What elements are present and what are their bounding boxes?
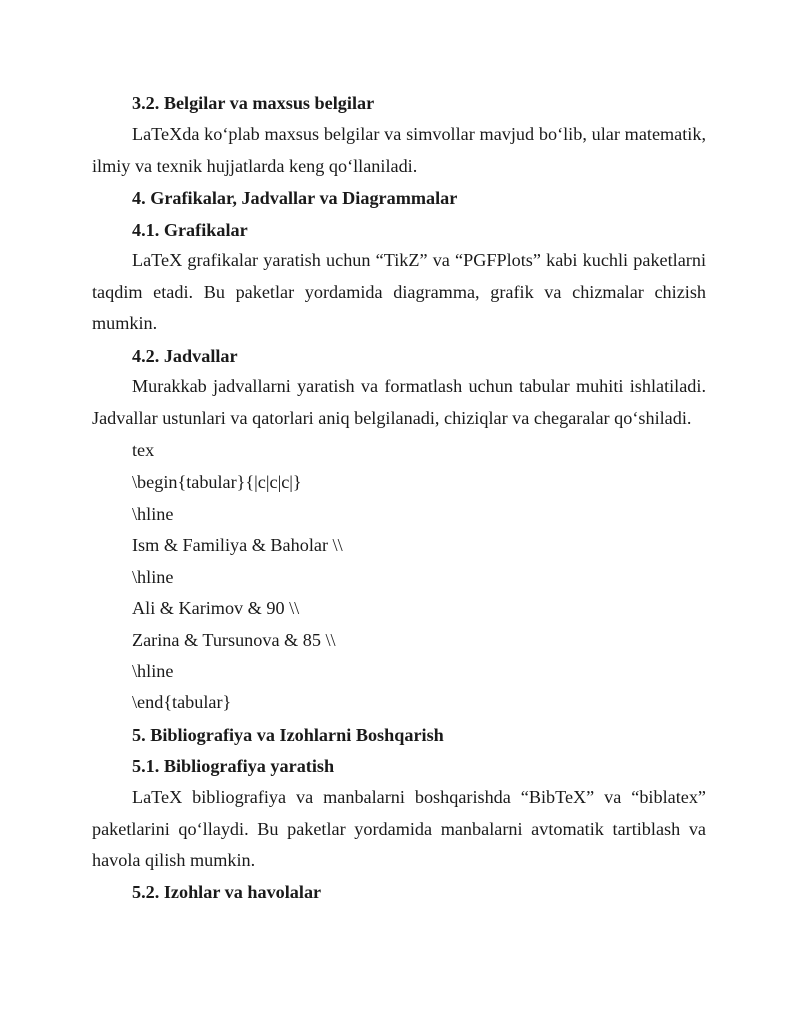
section-heading-4-1: 4.1. Grafikalar: [132, 220, 248, 240]
paragraph-4-2: Murakkab jadvallarni yaratish va formatlash uchun tabular muhiti ishlatiladi. Jadvallar ustunlari va qatorlari aniq belgilanadi, chiziqlar va chegaralar qo‘shiladi.: [92, 376, 706, 428]
code-line-8: \hline: [132, 661, 174, 681]
code-line-6: Ali & Karimov & 90 \\: [132, 598, 300, 618]
paragraph-5-1: LaTeX bibliografiya va manbalarni boshqarishda “BibTeX” va “biblatex” paketlarini qo‘llaydi. Bu paketlar yordamida manbalarni avtomatik tartiblash va havola qilish mumkin.: [92, 787, 706, 870]
code-line-9: \end{tabular}: [132, 692, 232, 712]
code-line-4: Ism & Familiya & Baholar \\: [132, 535, 343, 555]
code-line-5: \hline: [132, 567, 174, 587]
code-line-1: tex: [132, 440, 155, 460]
section-heading-3-2: 3.2. Belgilar va maxsus belgilar: [132, 93, 375, 113]
code-line-3: \hline: [132, 504, 174, 524]
section-heading-5-1: 5.1. Bibliografiya yaratish: [132, 756, 335, 776]
paragraph-4-1: LaTeX grafikalar yaratish uchun “TikZ” va “PGFPlots” kabi kuchli paketlarni taqdim etadi. Bu paketlar yordamida diagramma, grafik va chizmalar chizish mumkin.: [92, 250, 706, 333]
section-heading-4-2: 4.2. Jadvallar: [132, 346, 238, 366]
paragraph-3-2: LaTeXda ko‘plab maxsus belgilar va simvollar mavjud bo‘lib, ular matematik, ilmiy va texnik hujjatlarda keng qo‘llaniladi.: [92, 124, 706, 176]
code-line-7: Zarina & Tursunova & 85 \\: [132, 630, 336, 650]
section-heading-5-2: 5.2. Izohlar va havolalar: [132, 882, 322, 902]
section-heading-4: 4. Grafikalar, Jadvallar va Diagrammalar: [132, 188, 458, 208]
section-heading-5: 5. Bibliografiya va Izohlarni Boshqarish: [132, 725, 444, 745]
code-line-2: \begin{tabular}{|c|c|c|}: [132, 472, 302, 492]
